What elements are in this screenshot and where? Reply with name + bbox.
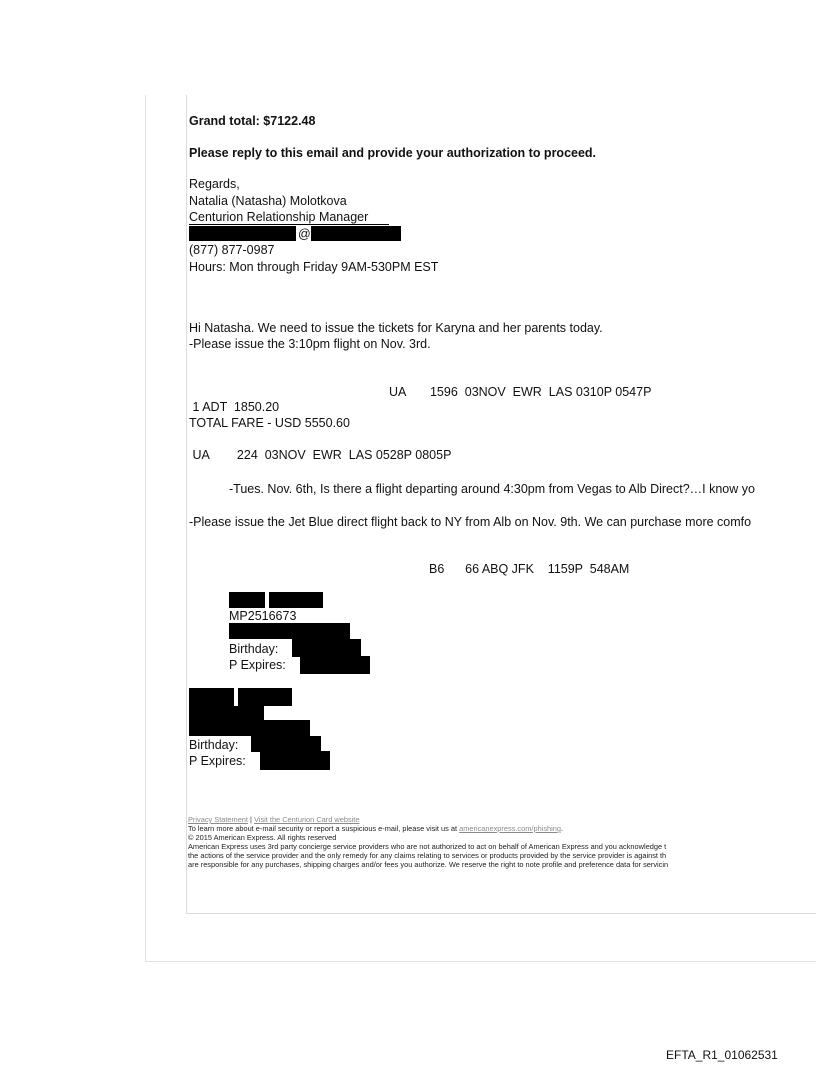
footer-security-line	[188, 825, 563, 833]
flight-ua-1596: UA 1596 03NOV EWR LAS 0310P 0547P	[389, 385, 652, 399]
signature-regards: Regards,	[189, 177, 240, 191]
footer-disclaimer-2: the actions of the service provider and the only remedy for any claims relating to services or products provided by the service provider is against th	[188, 851, 667, 860]
centurion-website-link[interactable]: Visit the Centurion Card website	[254, 815, 360, 824]
reply-line-2: -Please issue the 3:10pm flight on Nov. 3rd.	[189, 337, 431, 351]
redacted-passenger1-passport	[300, 656, 370, 674]
passenger2-birthday-label: Birthday:	[189, 738, 239, 752]
passenger1-mp-number: MP2516673	[229, 609, 297, 623]
passenger1-passport-label: P Expires:	[229, 658, 286, 672]
redacted-passenger2-line2	[189, 720, 310, 736]
total-fare: TOTAL FARE - USD 5550.60	[189, 416, 350, 430]
passenger1-birthday-label: Birthday:	[229, 642, 279, 656]
signature-hours: Hours: Mon through Friday 9AM-530PM EST	[189, 260, 439, 274]
flight-b6-66: B6 66 ABQ JFK 1159P 548AM	[429, 562, 630, 576]
flight-ua-224: UA 224 03NOV EWR LAS 0528P 0805P	[189, 448, 452, 462]
footer-link-separator: |	[247, 815, 255, 824]
footer-security-text: To learn more about e-mail security or report a suspicious e-mail, please visit us at	[188, 824, 460, 833]
redacted-email-user	[189, 226, 296, 241]
redacted-passenger1-line	[229, 623, 350, 639]
reply-line-1: Hi Natasha. We need to issue the tickets for Karyna and her parents today.	[189, 321, 603, 335]
redacted-passenger1-last	[269, 592, 323, 608]
grand-total: Grand total: $7122.48	[189, 114, 316, 128]
phishing-link[interactable]: americanexpress.com/phishing	[459, 824, 561, 833]
redacted-passenger2-last	[238, 688, 292, 706]
fare-line: 1 ADT 1850.20	[189, 400, 280, 414]
redacted-passenger2-first	[189, 688, 234, 706]
email-at-sign: @	[298, 227, 311, 241]
footer-security-end: .	[560, 824, 564, 833]
redacted-passenger2-passport	[260, 751, 330, 770]
request-tues-flight: -Tues. Nov. 6th, Is there a flight departing around 4:30pm from Vegas to Alb Direct?…I know yo	[229, 482, 755, 496]
privacy-statement-link[interactable]: Privacy Statement	[188, 815, 248, 824]
footer-disclaimer-3: are responsible for any purchases, shipping charges and/or fees you authorize. We reserve the right to note profile and preference data for servicin	[188, 860, 669, 869]
redacted-passenger1-first	[229, 592, 265, 608]
footer-links	[188, 816, 359, 824]
redacted-email-domain	[311, 226, 401, 241]
title-underline	[189, 224, 389, 225]
request-jetblue-flight: -Please issue the Jet Blue direct flight back to NY from Alb on Nov. 9th. We can purchase more comfo	[189, 515, 752, 529]
redacted-passenger2-line1	[189, 706, 264, 720]
passenger2-passport-label: P Expires:	[189, 754, 246, 768]
authorization-request: Please reply to this email and provide your authorization to proceed.	[189, 146, 597, 160]
signature-name: Natalia (Natasha) Molotkova	[189, 194, 347, 208]
signature-phone: (877) 877-0987	[189, 243, 275, 257]
footer-disclaimer-1: American Express uses 3rd party concierge service providers who are not authorized to act on behalf of American Express and you acknowledge t	[188, 842, 667, 851]
footer-copyright: © 2015 American Express. All rights reserved	[188, 833, 337, 842]
document-id: EFTA_R1_01062531	[666, 1048, 778, 1062]
redacted-passenger2-birthday	[251, 736, 321, 752]
redacted-passenger1-birthday	[292, 639, 361, 657]
signature-title: Centurion Relationship Manager	[189, 210, 369, 224]
